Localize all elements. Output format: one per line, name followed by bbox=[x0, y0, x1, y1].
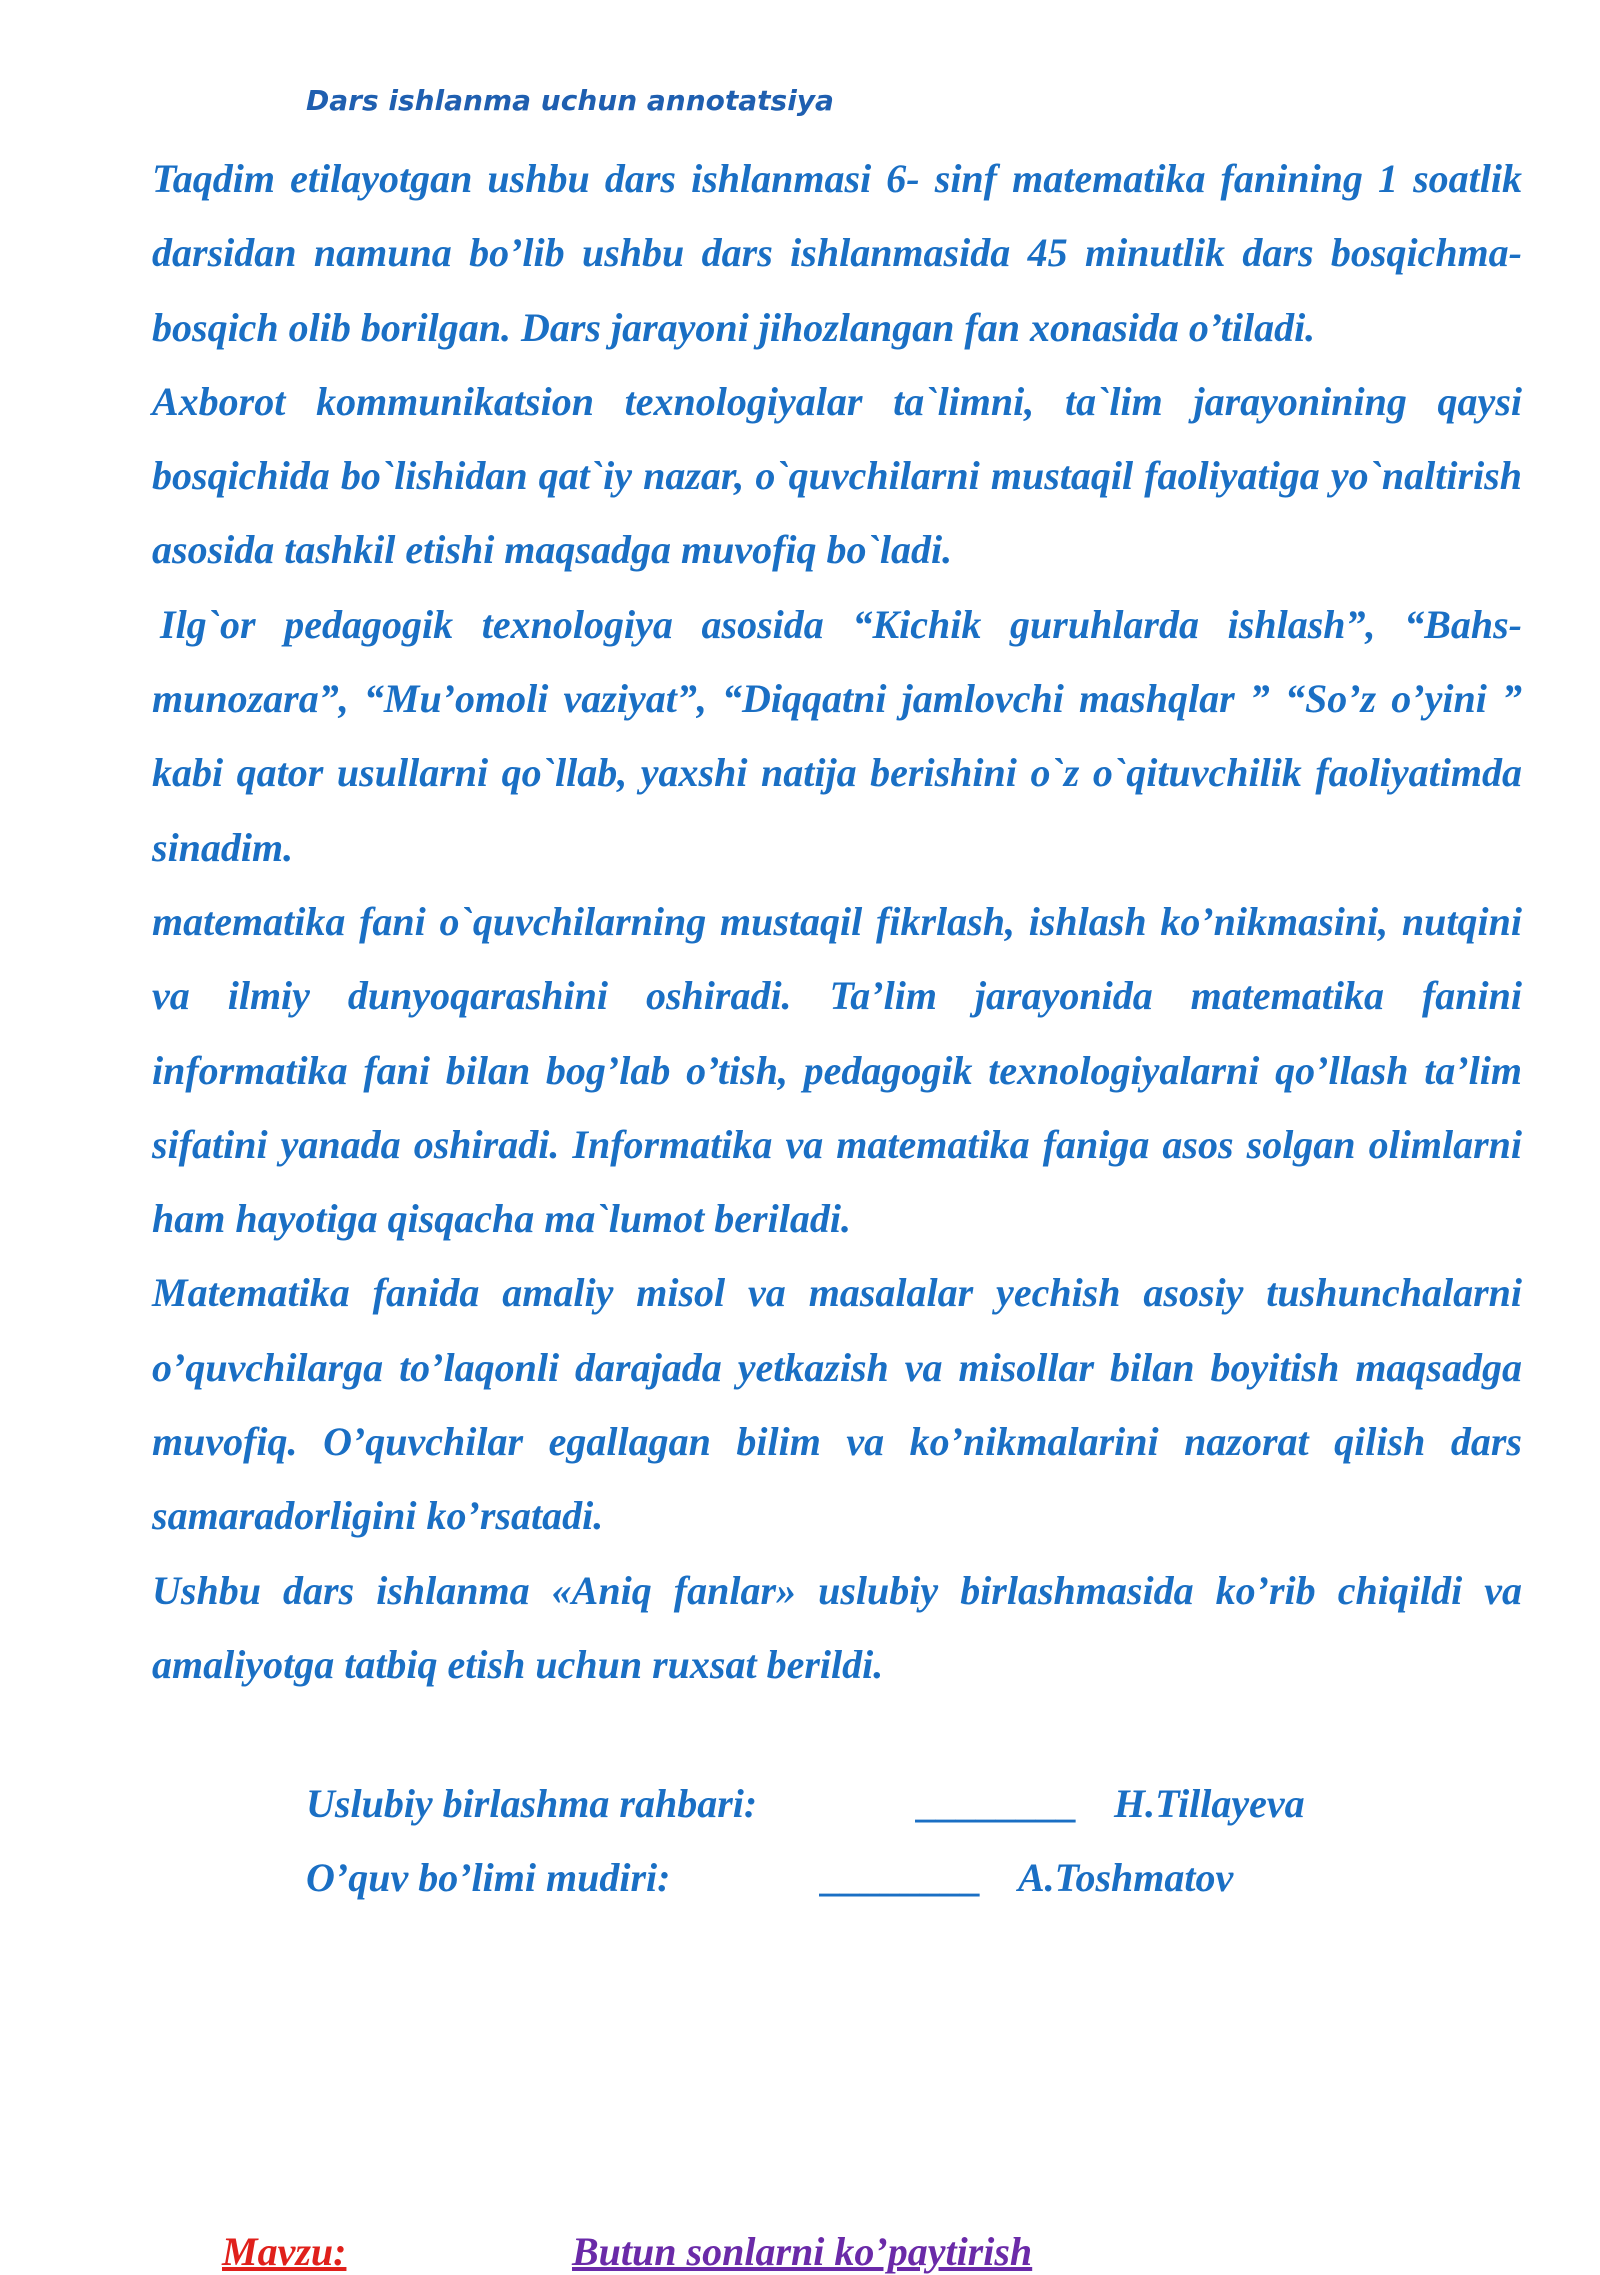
signature-label: Uslubiy birlashma rahbari: bbox=[306, 1781, 758, 1826]
signature-name: H.Tillayeva bbox=[1114, 1781, 1305, 1826]
signature-name: A.Toshmatov bbox=[1018, 1855, 1234, 1900]
topic-value: Butun sonlarni ko’paytirish bbox=[572, 2229, 1033, 2274]
signature-label: O’quv bo’limi mudiri: bbox=[306, 1855, 671, 1900]
signature-line: ________ bbox=[918, 1781, 1078, 1826]
paragraph-6: Ushbu dars ishlanma «Aniq fanlar» uslubiy birlashmasida ko’rib chiqildi va amaliyotga tatbiq etish uchun ruxsat berildi. bbox=[152, 1567, 1522, 1687]
signature-row-2 bbox=[0, 1854, 1600, 1904]
signature-row-1 bbox=[0, 1780, 1600, 1830]
topic-label: Mavzu: bbox=[222, 2229, 347, 2274]
annotation-body bbox=[152, 142, 1522, 1702]
signature-line: ________ bbox=[822, 1855, 982, 1900]
paragraph-3: Ilg`or pedagogik texnologiya asosida “Kichik guruhlarda ishlash”, “Bahs-munozara”, “Mu’omoli vaziyat”, “Diqqatni jamlovchi mashqlar ” “So’z o’yini ” kabi qator usullarni qo`llab, yaxshi natija berishini o`z o`qituvchilik faoliyatimda sinadim. bbox=[152, 601, 1522, 870]
document-heading: Dars ishlanma uchun annotatsiya bbox=[306, 84, 834, 117]
paragraph-5: Matematika fanida amaliy misol va masalalar yechish asosiy tushunchalarni o’quvchilarga to’laqonli darajada yetkazish va misollar bilan boyitish maqsadga muvofiq. O’quvchilar egallagan bilim va ko’nikmalarini nazorat qilish dars samaradorligini ko’rsatadi. bbox=[152, 1270, 1522, 1539]
paragraph-4: matematika fani o`quvchilarning mustaqil fikrlash, ishlash ko’nikmasini, nutqini va ilmiy dunyoqarashini oshiradi. Ta’lim jarayonida matematika fanini informatika fani bilan bog’lab o’tish, pedagogik texnologiyalarni qo’llash ta’lim sifatini yanada oshiradi. Informatika va matematika faniga asos solgan olimlarni ham hayotiga qisqacha ma`lumot beriladi. bbox=[152, 898, 1522, 1242]
paragraph-2: Axborot kommunikatsion texnologiyalar ta`limni, ta`lim jarayonining qaysi bosqichida bo`lishidan qat`iy nazar, o`quvchilarni mustaqil faoliyatiga yo`naltirish asosida tashkil etishi maqsadga muvofiq bo`ladi. bbox=[152, 378, 1522, 573]
next-page-topic-row bbox=[0, 2228, 1600, 2274]
paragraph-1: Taqdim etilayotgan ushbu dars ishlanmasi 6- sinf matematika fanining 1 soatlik darsidan namuna bo’lib ushbu dars ishlanmasida 45 minutlik dars bosqichma-bosqich olib borilgan. Dars jarayoni jihozlangan fan xonasida o’tiladi. bbox=[152, 156, 1522, 350]
